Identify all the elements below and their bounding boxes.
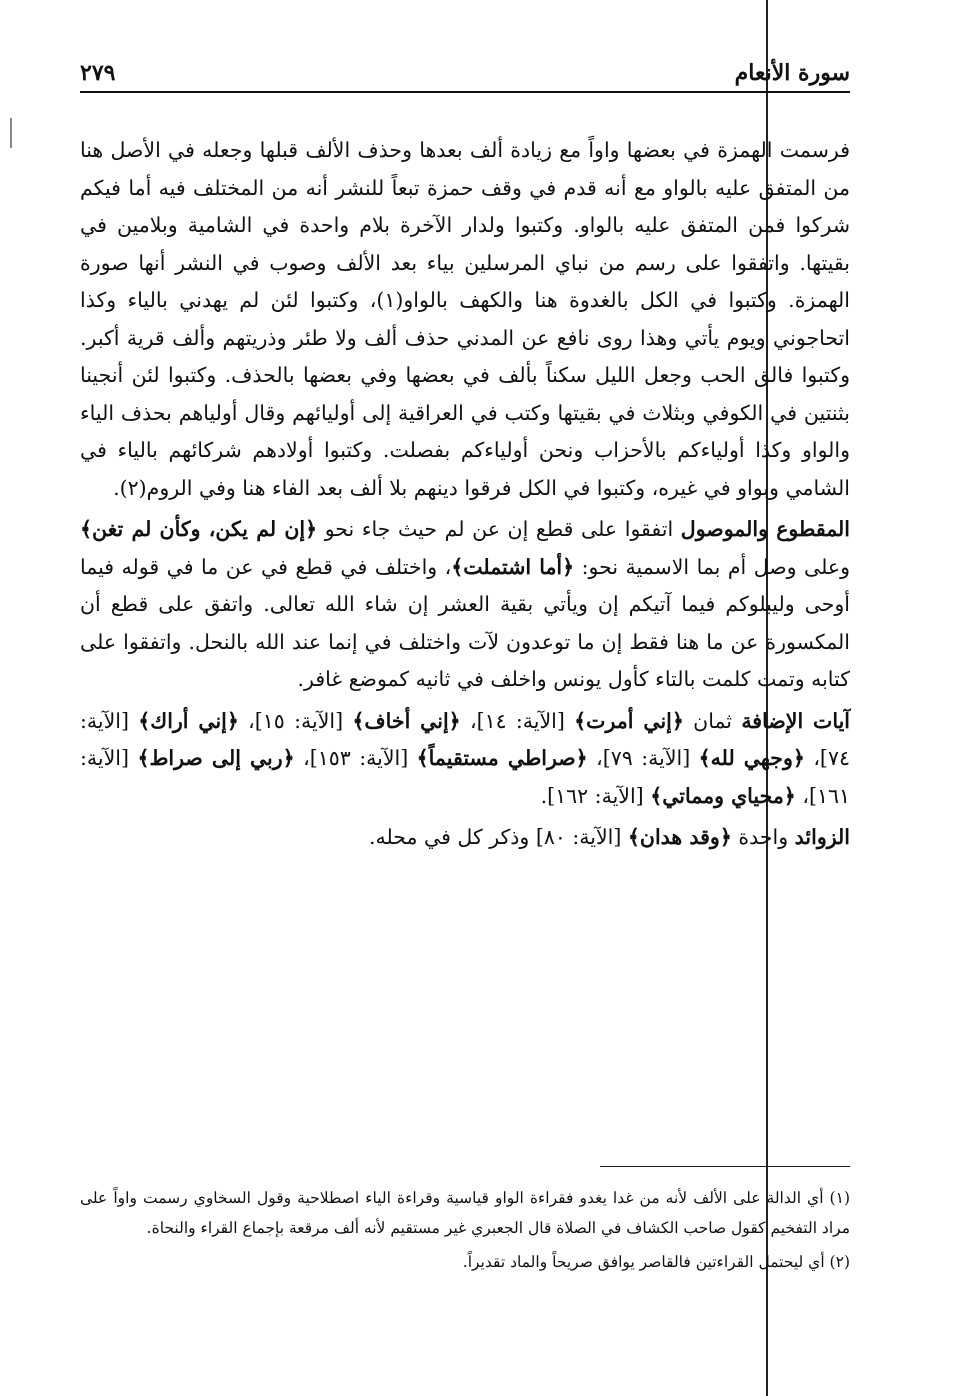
quran-quote: ﴿صراطي مستقيماً﴾ — [416, 746, 588, 770]
footnote-2: (٢) أي ليحتمل القراءتين فالقاصر يوافق صريحاً والماد تقديراً. — [462, 1253, 850, 1271]
footnote-1: (١) أي الدالة على الألف لأنه من غدا يغدو فقراءة الواو قياسية وقراءة الياء اصطلاحية وقول السخاوي رسمت واواً على مراد التفخيم كقول صاحب الكشاف في الصلاة قال الجعبري غير مستقيم لأنه ألف مرقعة بإجماع القراء والنحاة. — [80, 1189, 850, 1237]
verse-ref: [الآية: ١٦١]، — [80, 746, 850, 808]
section-heading-maqtu: المقطوع والموصول — [680, 517, 851, 541]
quran-quote: ﴿ربي إلى صراط﴾ — [137, 746, 295, 770]
footnote-separator — [600, 1166, 850, 1167]
quran-quote: ﴿إني أخاف﴾ — [352, 708, 461, 733]
quran-quote: ﴿وقد هدان﴾ — [627, 825, 732, 849]
text-run: اتفقوا على قطع إن عن لم حيث جاء نحو — [317, 517, 681, 541]
text-run: ثمان — [683, 708, 742, 733]
header-rule — [80, 91, 850, 93]
footnotes — [80, 1183, 850, 1281]
verse-ref: [الآية: ١٦٢]. — [540, 783, 651, 808]
page-header — [80, 60, 850, 100]
quran-quote: ﴿محياي ومماتي﴾ — [650, 783, 796, 808]
verse-ref: [الآية: ٧٤]، — [80, 708, 850, 770]
quran-quote: ﴿وجهي لله﴾ — [698, 746, 805, 770]
text-run: [الآية: ٨٠] وذكر كل في محله. — [369, 825, 628, 849]
section-heading-zawaid: الزوائد — [794, 825, 850, 849]
text-run: واحدة — [731, 825, 795, 849]
paragraph-zawaid — [80, 819, 850, 857]
paragraph-idafa — [80, 703, 850, 816]
page-number: ٢٧٩ — [80, 60, 116, 86]
verse-ref: [الآية: ١٥]، — [238, 708, 353, 733]
paragraph-rasm: فرسمت الهمزة في بعضها واواً مع زيادة ألف بعدها وحذف الألف قبلها وجعله في الأصل هنا من المتفق عليه بالواو مع أنه قدم في وقف حمزة تبعاً للنشر أنه من المختلف فيه أما فيكم شركوا فمن المتفق عليه بالواو. وكتبوا ولدار الآخرة بلام واحدة في الشامية وبلامين في بقيتها. واتفقوا على رسم من نباي المرسلين بياء بعد الألف وصوب في النشر أنها صورة الهمزة. وكتبوا في الكل بالغدوة هنا والكهف بالواو(١)، وكتبوا لئن لم يهدني بالياء وكذا اتحاجوني ويوم يأتي وهذا روى نافع عن المدني حذف ألف ولا طئر وذريتهم وألف قرية أكبر. وكتبوا فالق الحب وجعل الليل سكناً بألف في بعضها وفي بعضها بالحذف. وكتبوا لئن أنجينا بثنتين في الكوفي وبثلاث في بقيتها وكتب في العراقية إلى أوليائهم وقال أولياهم بحذف الياء والواو وكذا أولياءكم بالأحزاب ونحن أولياءكم بفصلت. وكتبوا أولادهم شركائهم بالياء في الشامي وبواو في غيره، وكتبوا في الكل فرقوا دينهم بلا ألف بعد الفاء هنا وفي الروم(٢). — [80, 138, 850, 500]
paragraph-maqtu — [80, 511, 850, 699]
surah-title: سورة الأنعام — [734, 60, 850, 86]
text-run: ، واختلف في قطع في عن ما في قوله فيما أوحى وليبلوكم فيما آتيكم إن ويأتي بقية العشر إن شاء الله تعالى. واتفق على قطع أن المكسورة عن ما هنا فقط إن ما توعدون لآت واختلف في إنما عند الله بالنحل. واتفقوا على كتابه وتمت كلمت بالتاء كأول يونس واخلف في ثانيه كموضع غافر. — [80, 554, 850, 691]
verse-ref: [الآية: ١٤]، — [460, 708, 575, 733]
text-run: وعلى وصل أم بما الاسمية نحو: — [574, 554, 851, 579]
quran-quote: ﴿إن لم يكن، وكأن لم تغن﴾ — [80, 517, 318, 541]
quran-quote: ﴿أما اشتملت﴾ — [451, 554, 575, 579]
section-heading-idafa: آيات الإضافة — [741, 708, 850, 733]
margin-mark — [10, 118, 12, 148]
verse-ref: [الآية: ١٥٣]، — [294, 746, 417, 770]
quran-quote: ﴿إني أمرت﴾ — [574, 708, 684, 733]
quran-quote: ﴿إني أراك﴾ — [138, 708, 239, 733]
main-text — [80, 132, 850, 861]
verse-ref: [الآية: ٧٩]، — [587, 746, 699, 770]
